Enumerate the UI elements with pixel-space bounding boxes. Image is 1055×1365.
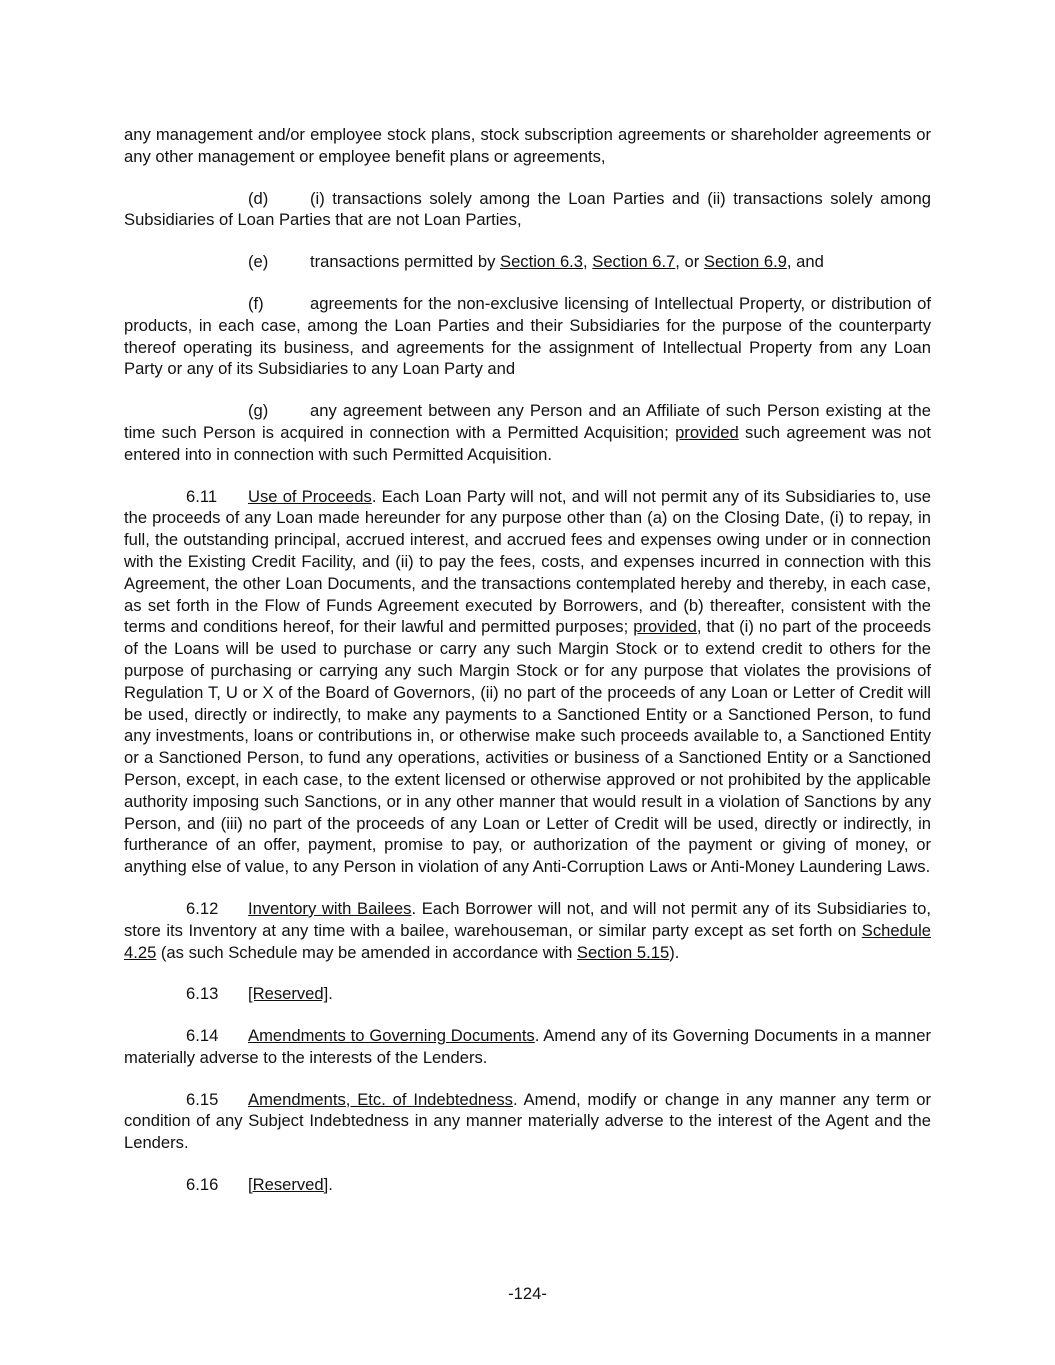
section-6-11-title: Use of Proceeds <box>248 486 372 506</box>
section-6-12-text: . Each Borrower will not, and will not permit any of its Subsidiaries to, store its Inventory at any time with a bailee, warehouseman, or similar party except as set forth on <box>124 898 931 940</box>
section-6-11-text: . Each Loan Party will not, and will not permit any of its Subsidiaries to, use the proceeds of any Loan made hereunder for any purpose other than (a) on the Closing Date, (i) to repay, in full, the outstanding principal, accrued interest, and accrued fees and expenses owing under or in connection with the Existing Credit Facility, and (ii) to pay the fees, costs, and expenses incurred in connection with this Agreement, the other Loan Documents, and the transactions contemplated hereby and thereby, in each case, as set forth in the Flow of Funds Agreement executed by Borrowers, and (b) thereafter, consistent with the terms and conditions hereof, for their lawful and permitted purposes; <box>124 486 931 637</box>
intro-paragraph <box>124 124 931 168</box>
section-6-13-number: 6.13 <box>186 984 219 1004</box>
section-6-15 <box>124 1089 931 1154</box>
section-6-12-number: 6.12 <box>186 898 219 918</box>
section-6-13 <box>124 983 931 1005</box>
clause-g-text: any agreement between any Person and an Affiliate of such Person existing at the time such Person is acquired in connection with a Permitted Acquisition; <box>124 401 931 442</box>
clause-e <box>124 251 931 273</box>
section-6-3-link: Section 6.3 <box>500 252 584 272</box>
page-number: -124- <box>508 1284 547 1303</box>
clause-g-end: such agreement was not entered into in connection with such Permitted Acquisition. <box>124 422 931 464</box>
clause-f-marker: (f) <box>248 293 264 313</box>
section-6-12-title: Inventory with Bailees <box>248 898 412 918</box>
clause-g-provided: provided <box>675 422 739 442</box>
clause-d-marker: (d) <box>248 188 269 208</box>
section-6-14-text: . Amend any of its Governing Documents in a manner materially adverse to the interests of the Lenders. <box>124 1026 932 1067</box>
section-6-15-text: . Amend, modify or change in any manner any term or condition of any Subject Indebtedness in any manner materially adverse to the interest of the Agent and the Lenders. <box>124 1089 931 1153</box>
clause-g <box>124 400 931 465</box>
section-6-13-title: [Reserved] <box>248 984 329 1004</box>
section-6-13-text: . <box>328 984 333 1004</box>
clause-e-end: , and <box>786 252 824 272</box>
clause-g-marker: (g) <box>248 401 269 421</box>
section-6-11-number: 6.11 <box>186 486 218 506</box>
section-6-16-title: [Reserved] <box>248 1175 329 1195</box>
clause-e-sep2: , or <box>675 252 704 272</box>
clause-e-text: transactions permitted by <box>310 252 500 272</box>
document-page <box>124 124 931 1216</box>
section-5-15-link: Section 5.15 <box>576 942 670 962</box>
section-6-16 <box>124 1174 931 1196</box>
clause-d <box>124 188 931 232</box>
clause-d-text: (i) transactions solely among the Loan Parties and (ii) transactions solely among Subsidiaries of Loan Parties that are not Loan Parties, <box>124 188 931 230</box>
section-6-14 <box>124 1025 931 1069</box>
section-6-9-link: Section 6.9 <box>703 252 787 272</box>
clause-e-marker: (e) <box>248 252 269 272</box>
section-6-14-number: 6.14 <box>186 1026 219 1046</box>
clause-f-text: agreements for the non-exclusive licensing of Intellectual Property, or distribution of products, in each case, among the Loan Parties and their Subsidiaries for the purpose of the counterparty thereof operating its business, and agreements for the assignment of Intellectual Property from any Loan Party or any of its Subsidiaries to any Loan Party and <box>124 293 931 379</box>
section-6-11-text-end: , that (i) no part of the proceeds of the Loans will be used to purchase or carry any such Margin Stock or to extend credit to others for the purpose of purchasing or carrying any such Margin Stock or for any purpose that violates the provisions of Regulation T, U or X of the Board of Governors, (ii) no part of the proceeds of any Loan or Letter of Credit will be used, directly or indirectly, to make any payments to a Sanctioned Entity or a Sanctioned Person, to fund any investments, loans or contributions in, or otherwise make such proceeds available to, a Sanctioned Entity or a Sanctioned Person, to fund any operations, activities or business of a Sanctioned Entity or a Sanctioned Person, except, in each case, to the extent licensed or otherwise approved or not prohibited by the applicable authority imposing such Sanctions, or in any other manner that would result in a violation of Sanctions by any Person, and (iii) no part of the proceeds of any Loan or Letter of Credit will be used, directly or indirectly, in furtherance of an offer, payment, promise to pay, or authorization of the payment or giving of money, or anything else of value, to any Person in violation of any Anti-Corruption Laws or Anti-Money Laundering Laws. <box>124 617 931 877</box>
section-6-12 <box>124 898 931 963</box>
section-6-11-provided: provided <box>633 617 697 637</box>
section-6-12-text-mid: (as such Schedule may be amended in accordance with <box>156 942 577 962</box>
clause-f <box>124 293 931 380</box>
section-6-16-number: 6.16 <box>186 1175 219 1195</box>
section-6-12-text-end: ). <box>669 942 680 962</box>
section-6-15-title: Amendments, Etc. of Indebtedness <box>248 1089 513 1109</box>
section-6-7-link: Section 6.7 <box>592 252 676 272</box>
clause-e-sep1: , <box>583 252 593 272</box>
section-6-16-text: . <box>328 1175 333 1195</box>
section-6-14-title: Amendments to Governing Documents <box>248 1026 535 1046</box>
intro-text: any management and/or employee stock plans, stock subscription agreements or shareholder agreements or any other management or employee benefit plans or agreements, <box>124 125 931 166</box>
section-6-11 <box>124 486 931 878</box>
section-6-15-number: 6.15 <box>186 1089 219 1109</box>
schedule-4-25-link: Schedule 4.25 <box>124 920 931 962</box>
